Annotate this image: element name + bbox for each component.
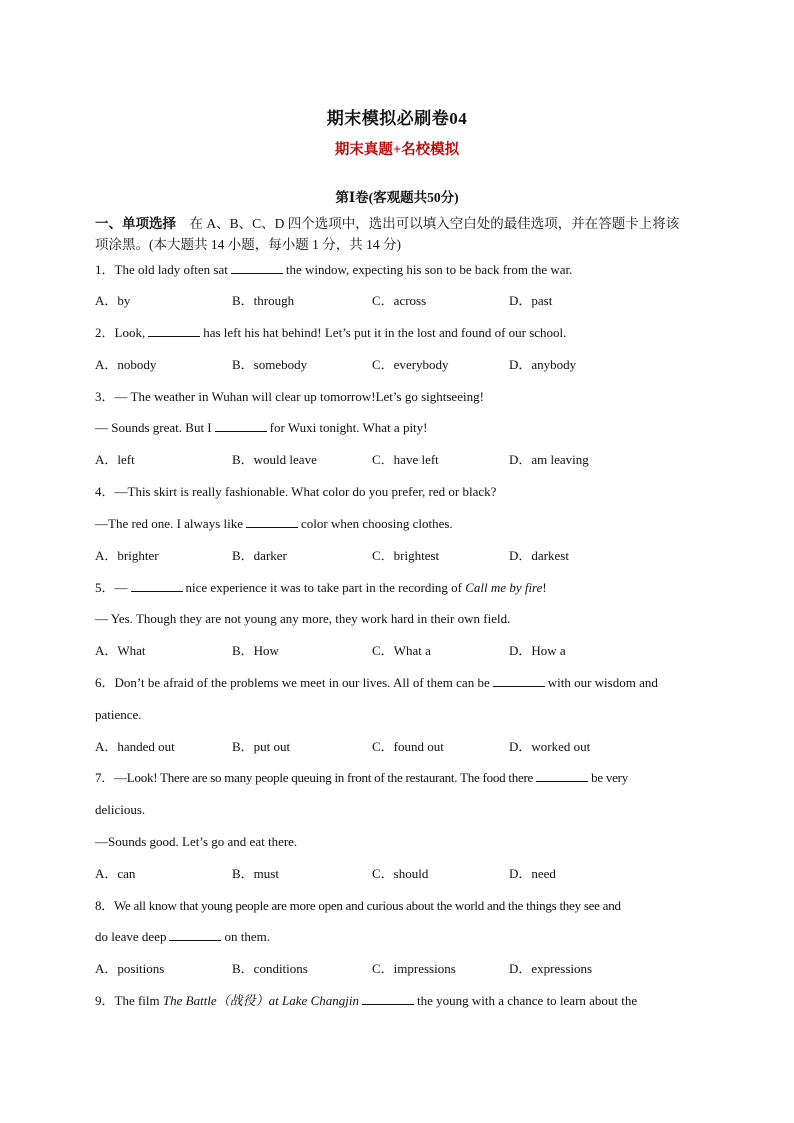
- q1-option-a: A．by: [95, 293, 131, 308]
- question-2: [95, 323, 701, 343]
- question-9-text: 9．The film: [95, 993, 160, 1008]
- q1-option-c: C．across: [372, 293, 427, 308]
- q2-option-b: B．somebody: [232, 357, 308, 372]
- question-7-line-1: [95, 768, 701, 788]
- q4-option-a: A．brighter: [95, 548, 159, 563]
- film-title: The Battle（战役）at Lake Changjin: [162, 993, 359, 1008]
- program-title: Call me by fire: [465, 580, 543, 595]
- question-7-text: 7．—Look! There are so many people queuing in front of the restaurant. The food there: [95, 770, 534, 785]
- question-1-text-end: the window, expecting his son to be back from the war.: [285, 262, 573, 277]
- question-5-line-2: — Yes. Though they are not young any more, they work hard in their own field.: [95, 611, 511, 626]
- q8-option-c: C．impressions: [372, 961, 456, 976]
- answer-blank: [536, 769, 588, 782]
- question-3-line-2: [95, 418, 701, 438]
- question-6-line-2: patience.: [95, 707, 142, 722]
- question-5-text-mid: nice experience it was to take part in the recording of: [185, 580, 463, 595]
- answer-blank: [131, 579, 183, 592]
- question-5-text: 5．—: [95, 580, 128, 595]
- question-6-text: 6．Don’t be afraid of the problems we meet in our lives. All of them can be: [95, 675, 490, 690]
- q2-option-d: D．anybody: [509, 357, 577, 372]
- question-8-text-end: on them.: [224, 929, 270, 944]
- page-title: 期末模拟必刷卷04: [326, 109, 468, 128]
- answer-blank: [231, 261, 283, 274]
- question-5-text-end: !: [542, 580, 547, 595]
- q5-option-c: C．What a: [372, 643, 431, 658]
- q8-option-d: D．expressions: [509, 961, 593, 976]
- answer-blank: [148, 324, 200, 337]
- instructions-line-1: 在 A、B、C、D 四个选项中，选出可以填入空白处的最佳选项，并在答题卡上将该: [189, 216, 680, 231]
- question-7-line-3: —Sounds good. Let’s go and eat there.: [95, 834, 298, 849]
- question-6-text-end: with our wisdom and: [547, 675, 658, 690]
- instructions-line-2: 项涂黑。(本大题共 14 小题，每小题 1 分，共 14 分): [95, 237, 401, 252]
- q3-option-a: A．left: [95, 452, 135, 467]
- question-2-text-end: has left his hat behind! Let’s put it in the lost and found of our school.: [203, 325, 567, 340]
- answer-blank: [215, 419, 267, 432]
- question-4-line-2: [95, 514, 701, 534]
- q3-option-d: D．am leaving: [509, 452, 589, 467]
- q4-option-c: C．brightest: [372, 548, 440, 563]
- question-2-text: 2．Look,: [95, 325, 146, 340]
- question-4-line-1: 4．—This skirt is really fashionable. What color do you prefer, red or black?: [95, 484, 497, 499]
- question-4-text: —The red one. I always like: [95, 516, 244, 531]
- q3-option-c: C．have left: [372, 452, 439, 467]
- answer-blank: [362, 992, 414, 1005]
- q6-option-b: B．put out: [232, 739, 291, 754]
- q5-option-b: B．How: [232, 643, 279, 658]
- question-3-text: — Sounds great. But I: [95, 420, 212, 435]
- q1-option-d: D．past: [509, 293, 553, 308]
- question-7-text-end: be very: [591, 770, 628, 785]
- q4-option-b: B．darker: [232, 548, 287, 563]
- q7-option-c: C．should: [372, 866, 429, 881]
- q5-option-a: A．What: [95, 643, 146, 658]
- answer-blank: [493, 674, 545, 687]
- q6-option-c: C．found out: [372, 739, 444, 754]
- question-8-line-1: 8．We all know that young people are more open and curious about the world and the things they see and: [95, 898, 621, 913]
- part-title: 第Ⅰ卷(客观题共50分): [335, 190, 459, 205]
- q7-option-a: A．can: [95, 866, 136, 881]
- q2-option-c: C．everybody: [372, 357, 449, 372]
- q5-option-d: D．How a: [509, 643, 566, 658]
- q8-option-a: A．positions: [95, 961, 165, 976]
- q3-option-b: B．would leave: [232, 452, 317, 467]
- q7-option-d: D．need: [509, 866, 556, 881]
- question-1: [95, 260, 701, 280]
- question-7-line-2: delicious.: [95, 802, 146, 817]
- question-3-line-1: 3．— The weather in Wuhan will clear up tomorrow!Let’s go sightseeing!: [95, 389, 484, 404]
- question-5-line-1: [95, 578, 701, 598]
- q6-option-d: D．worked out: [509, 739, 591, 754]
- q8-option-b: B．conditions: [232, 961, 308, 976]
- q6-option-a: A．handed out: [95, 739, 175, 754]
- question-8-line-2: [95, 927, 701, 947]
- answer-blank: [169, 928, 221, 941]
- q1-option-b: B．through: [232, 293, 295, 308]
- page-subtitle: 期末真题+名校模拟: [334, 142, 460, 158]
- q7-option-b: B．must: [232, 866, 279, 881]
- question-1-text: 1．The old lady often sat: [95, 262, 228, 277]
- question-9-line-1: [95, 991, 701, 1011]
- question-8-text: do leave deep: [95, 929, 167, 944]
- section-instructions: [95, 213, 701, 255]
- q2-option-a: A．nobody: [95, 357, 157, 372]
- question-6-line-1: [95, 673, 701, 693]
- question-9-text-end: the young with a chance to learn about the: [416, 993, 638, 1008]
- question-4-text-end: color when choosing clothes.: [301, 516, 453, 531]
- section-label: 一、单项选择: [95, 216, 176, 231]
- answer-blank: [246, 515, 298, 528]
- question-3-text-end: for Wuxi tonight. What a pity!: [269, 420, 428, 435]
- q4-option-d: D．darkest: [509, 548, 569, 563]
